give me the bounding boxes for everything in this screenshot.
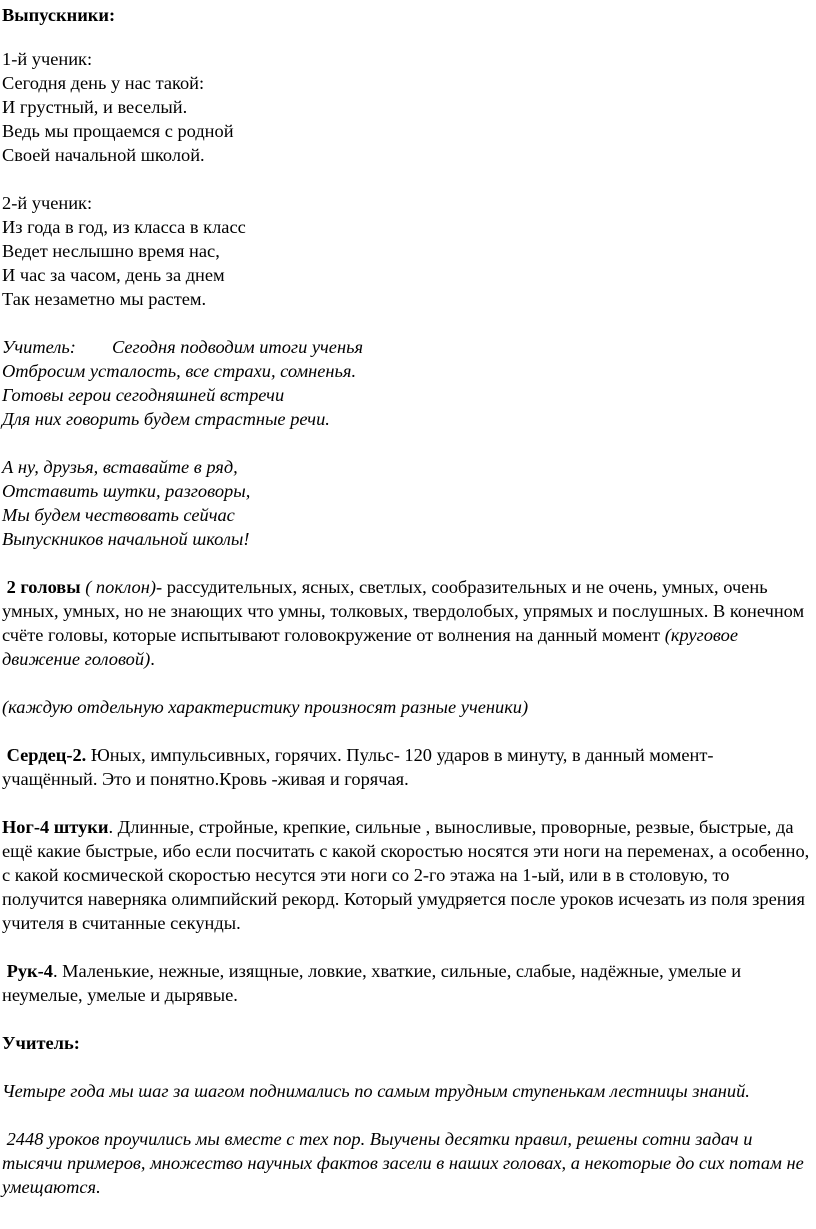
verse-line: Для них говорить будем страстные речи. xyxy=(2,409,330,429)
heads-title: 2 головы xyxy=(6,577,81,597)
teacher1-first-line xyxy=(2,335,810,359)
verse-line: И час за часом, день за днем xyxy=(2,265,225,285)
verse-line: Ведь мы прощаемся с родной xyxy=(2,121,234,141)
hands-paragraph xyxy=(2,959,810,1007)
verse-line: Из года в год, из класса в класс xyxy=(2,217,246,237)
document-page xyxy=(0,3,816,1229)
heads-stage-direction: ( поклон) xyxy=(85,577,156,597)
verse-line: И грустный, и веселый. xyxy=(2,97,188,117)
student1-block xyxy=(2,47,810,167)
heads-stage-direction-2: (круговое движение головой) xyxy=(2,625,739,669)
heads-paragraph xyxy=(2,575,810,671)
teacher2-paragraph-2-text: 2448 уроков проучились мы вместе с тех пор. Выучены десятки правил, решены сотни задач и тысячи примеров, множество научных фактов засели в наших головах, а некоторые до сих потам не умещаются. xyxy=(2,1129,804,1197)
verse-line: Отбросим усталость, все страхи, сомненья. xyxy=(2,361,357,381)
legs-title: Ног-4 штуки xyxy=(2,817,109,837)
student1-label: 1-й ученик: xyxy=(2,49,93,69)
hearts-text: Юных, импульсивных, горячих. Пульс- 120 ударов в минуту, в данный момент- учащённый. Это и понятно.Кровь -живая и горячая. xyxy=(2,745,714,789)
hands-title: Рук-4 xyxy=(6,961,53,981)
hearts-paragraph xyxy=(2,743,810,791)
verse-line: Мы будем чествовать сейчас xyxy=(2,505,235,525)
document-heading: Выпускники: xyxy=(2,5,116,25)
teacher2-label: Учитель: xyxy=(2,1033,80,1053)
student2-block xyxy=(2,191,810,311)
teacher2-paragraph-2 xyxy=(2,1127,810,1199)
teacher1-label: Учитель: xyxy=(2,337,76,357)
verse-line: Сегодня подводим итоги ученья xyxy=(112,337,364,357)
verse-line: А ну, друзья, вставайте в ряд, xyxy=(2,457,238,477)
verse-line: Отставить шутки, разговоры, xyxy=(2,481,251,501)
verse-line: Сегодня день у нас такой: xyxy=(2,73,205,93)
legs-paragraph xyxy=(2,815,810,935)
verse2-block xyxy=(2,455,810,551)
stage-note: (каждую отдельную характеристику произносят разные ученики) xyxy=(2,697,529,717)
heads-text: - рассудительных, ясных, светлых, сообразительных и не очень, умных, очень умных, умных, но не знающих что умны, толковых, твердолобых, упрямых и послушных. В конечном счёте головы, которые испытывают головокружение от волнения на данный момент xyxy=(2,577,805,645)
heads-text-end: . xyxy=(150,649,155,669)
verse-line: Ведет неслышно время нас, xyxy=(2,241,220,261)
hands-text: . Маленькие, нежные, изящные, ловкие, хваткие, сильные, слабые, надёжные, умелые и неумелые, умелые и дырявые. xyxy=(2,961,742,1005)
verse-line: Выпускников начальной школы! xyxy=(2,529,250,549)
teacher2-paragraph-1: Четыре года мы шаг за шагом поднимались по самым трудным ступенькам лестницы знаний. xyxy=(2,1081,750,1101)
teacher1-block xyxy=(2,335,810,431)
legs-text: . Длинные, стройные, крепкие, сильные , выносливые, проворные, резвые, быстрые, да ещё какие быстрые, ибо если посчитать с какой скоростью носятся эти ноги на переменах, а особенно, с какой космической скоростью несутся эти ноги со 2-го этажа на 1-ый, или в в столовую, то получится наверняка олимпийский рекорд. Который умудряется после уроков исчезать из поля зрения учителя в считанные секунды. xyxy=(2,817,810,933)
hearts-title: Сердец-2. xyxy=(6,745,87,765)
verse-line: Так незаметно мы растем. xyxy=(2,289,207,309)
student2-label: 2-й ученик: xyxy=(2,193,93,213)
verse-line: Своей начальной школой. xyxy=(2,145,205,165)
verse-line: Готовы герои сегодняшней встречи xyxy=(2,385,285,405)
